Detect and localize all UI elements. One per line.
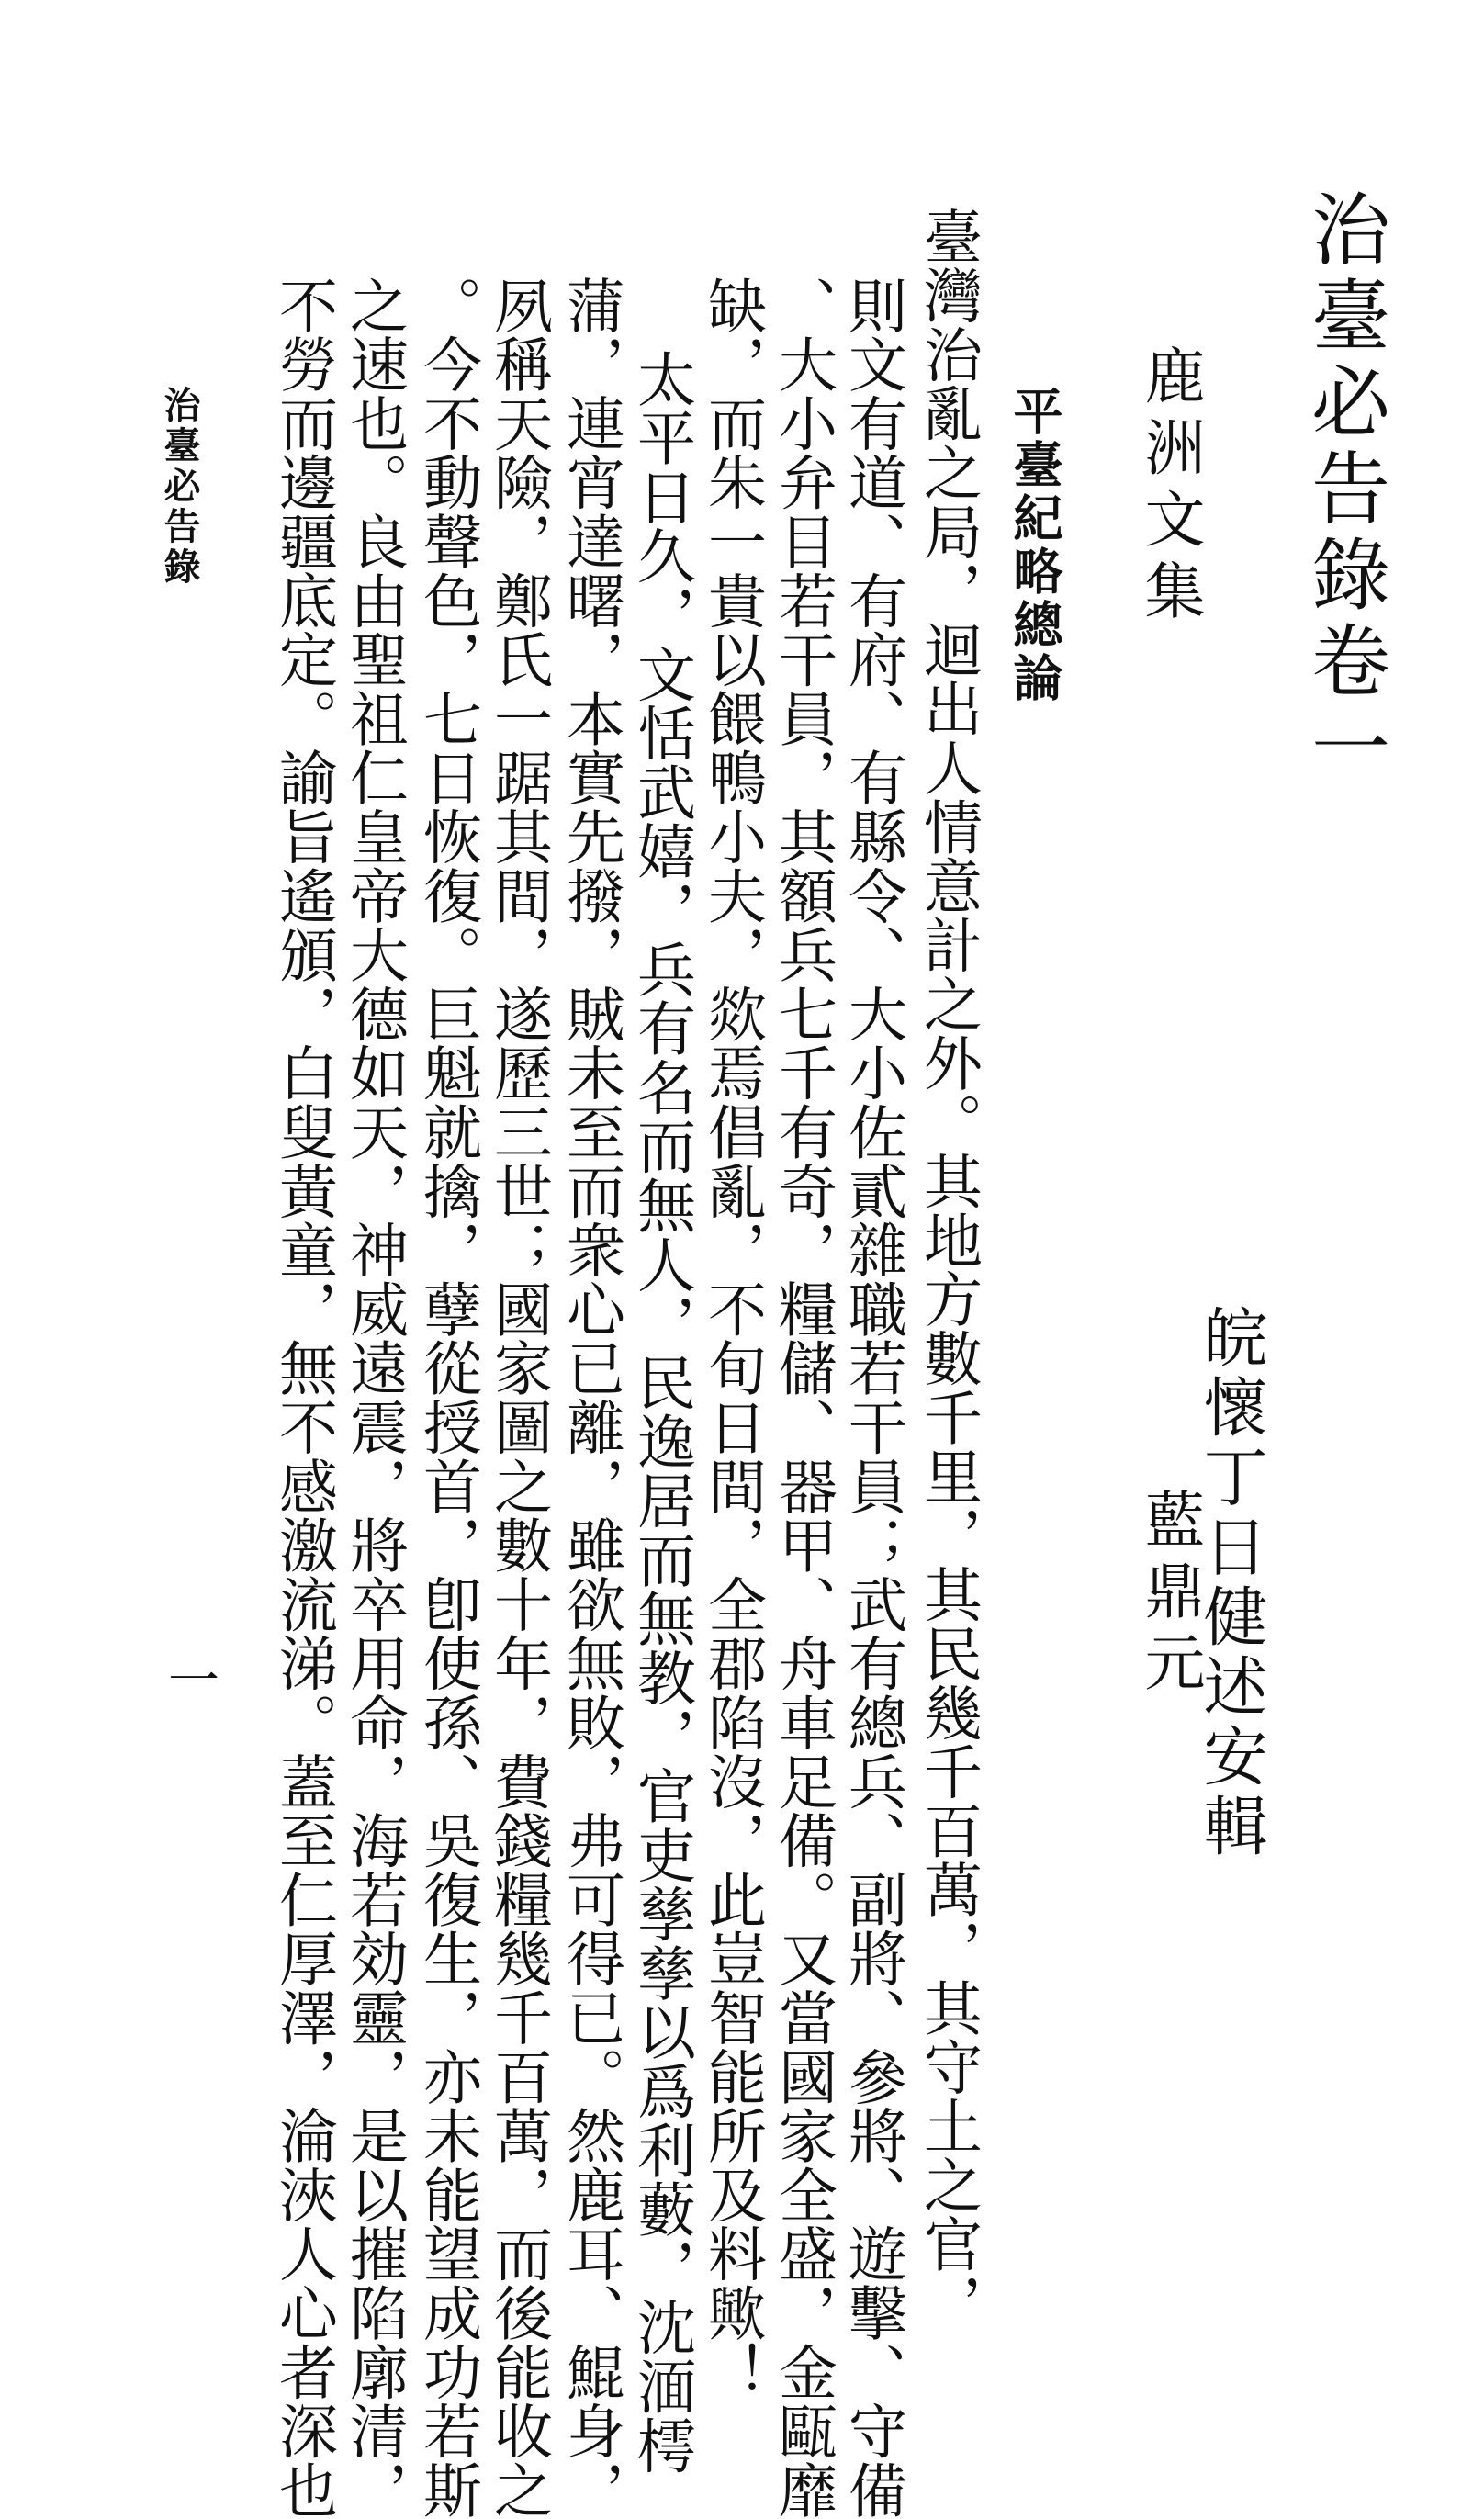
body-column-2: 則文有道、有府、有縣令、大小佐貳雜職若干員；武有總兵、副將、參將、遊擊、守備 [838, 276, 906, 2519]
body-column-1: 臺灣治亂之局，迴出人情意計之外。其地方數千里，其民幾千百萬，其守土之官， [914, 207, 982, 2333]
body-column-9: 之速也。良由聖祖仁皇帝大德如天，神威遠震，將卒用命，海若効靈，是以摧陷廓清， [340, 276, 408, 2519]
page-number: 一 [160, 1653, 219, 1704]
running-footer-title: 治臺必告錄 [158, 386, 201, 588]
body-column-3: 、大小弁目若干員，其額兵七千有奇，糧儲、器甲、舟車足備。又當國家全盛，金甌靡 [769, 276, 837, 2519]
book-title: 治臺必告錄卷一 [1298, 188, 1389, 793]
body-column-4: 缺，而朱一貴以餵鴨小夫，欻焉倡亂，不旬日間，全郡陷沒，此豈智能所及料歟！ [698, 276, 766, 2401]
body-column-5: 太平日久，文恬武嬉，兵有名而無人，民逸居而無教，官吏孳孳以爲利藪，沈湎樗 [627, 349, 695, 2475]
body-column-10: 不勞而邊疆底定。諭旨遙頒，白叟黃童，無不感激流涕。蓋至仁厚澤，淪浹人心者深也 [269, 276, 337, 2519]
editor-credit: 皖懷丁日健述安輯 [1193, 1304, 1268, 1862]
section-title: 平臺紀略總論 [1006, 386, 1064, 705]
body-column-8: 。今不動聲色，七日恢復。巨魁就擒，孽從授首，卽使孫、吳復生，亦未能望成功若斯 [413, 276, 481, 2519]
author-name: 藍鼎元 [1134, 1488, 1205, 1703]
body-column-6: 蒲，連宵達曙，本實先撥，賊未至而衆心已離，雖欲無敗，弗可得已。然鹿耳、鯤身， [556, 276, 624, 2519]
body-column-7: 夙稱天險，鄭氏一踞其間，遂歷三世；國家圖之數十年，費錢糧幾千百萬，而後能收之 [484, 276, 552, 2519]
collection-title: 鹿洲文集 [1134, 344, 1205, 631]
